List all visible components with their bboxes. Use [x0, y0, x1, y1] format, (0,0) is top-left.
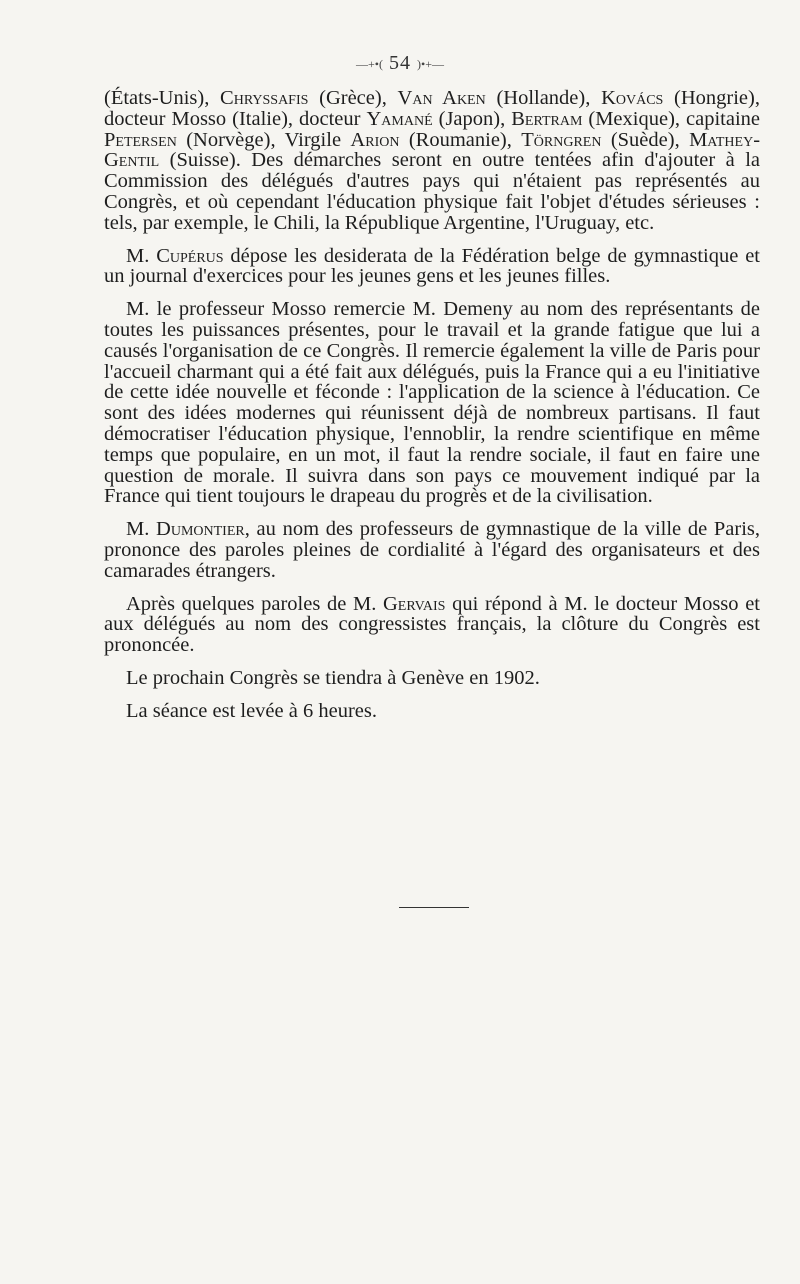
person-name: Kovács — [601, 87, 664, 109]
person-name: Gervais — [383, 592, 446, 615]
person-name: Mathey-Gentil — [104, 128, 761, 172]
left-ornament: —+•( — [356, 56, 383, 71]
text-segment: qui répond à M. le docteur Mosso et aux délégués au nom des congressistes français, la clôture du Congrès est prononcée. — [104, 592, 760, 657]
paragraph — [104, 701, 760, 722]
paragraph — [104, 668, 760, 689]
text-segment: M. — [126, 244, 157, 267]
person-name: Cupérus — [156, 244, 224, 267]
paragraph — [104, 594, 760, 656]
body-text — [104, 88, 760, 734]
text-segment: (Hongrie), docteur Mosso (Italie), docteur — [104, 87, 760, 130]
text-segment: (Roumanie), — [399, 128, 522, 151]
right-ornament: )•+— — [417, 56, 444, 71]
text-segment: Le prochain Congrès se tiendra à Genève en 1902. — [126, 666, 540, 689]
text-segment: dépose les desiderata de la Fédération belge de gymnastique et un journal d'exercices pour les jeunes gens et les jeunes filles. — [104, 244, 760, 288]
text-segment: (Suisse). Des démarches seront en outre tentées afin d'ajouter à la Commission des délégués d'autres pays qui n'étaient pas représentés au Congrès, et où cependant l'éducation physique fait l'objet d'études sérieuses : tels, par exemple, le Chili, la République Argentine, l'Uruguay, etc. — [104, 149, 760, 234]
person-name: Yamané — [366, 107, 433, 130]
person-name: Dumontier — [156, 518, 245, 541]
person-name: Chryssafis — [220, 87, 309, 109]
page-header — [0, 52, 800, 75]
paragraph — [104, 519, 760, 581]
text-segment: (États-Unis), — [104, 87, 221, 109]
text-segment: (Norvège), Virgile — [176, 128, 351, 151]
closing-rule — [399, 907, 469, 908]
text-segment: , au nom des professeurs de gymnastique de la ville de Paris, prononce des paroles pleines de cordialité à l'égard des organisateurs et des camarades étrangers. — [104, 518, 760, 582]
text-segment: M. le professeur Mosso remercie M. Demeny au nom des représentants de toutes les puissances présentes, pour le travail et la grande fatigue que lui a causés l'organisation de ce Congrès. Il remercie également la ville de Paris pour l'accueil charmant qui a été fait aux délégués, puis la France qui a eu l'initiative de cette idée nouvelle et féconde : l'application de la science à l'éducation. Ce sont des idées modernes qui réunissent déjà de nombreux partisans. Il faut démocratiser l'éducation physique, l'ennoblir, la rendre scientifique en même temps que populaire, en un mot, il faut la rendre sociale, il faut en faire une question de morale. Il suivra dans son pays ce mouvement indiqué par la France qui tient toujours le drapeau du progrès et de la civilisation. — [104, 298, 760, 508]
text-segment: La séance est levée à 6 heures. — [126, 699, 377, 722]
person-name: Van Aken — [397, 87, 486, 109]
person-name: Bertram — [511, 107, 583, 130]
text-segment: M. — [126, 518, 157, 541]
person-name: Törngren — [521, 128, 602, 151]
page-number: 54 — [389, 52, 411, 74]
text-segment: (Mexique), capitaine — [582, 107, 761, 130]
paragraph — [104, 88, 760, 234]
person-name: Arion — [350, 128, 400, 151]
text-segment: (Hollande), — [485, 87, 602, 109]
paragraph — [104, 246, 760, 288]
paragraph — [104, 299, 760, 507]
text-segment: Après quelques paroles de M. — [126, 592, 383, 615]
text-segment: (Japon), — [432, 107, 512, 130]
person-name: Petersen — [104, 128, 177, 151]
text-segment: (Grèce), — [308, 87, 398, 109]
text-segment: (Suède), — [601, 128, 690, 151]
